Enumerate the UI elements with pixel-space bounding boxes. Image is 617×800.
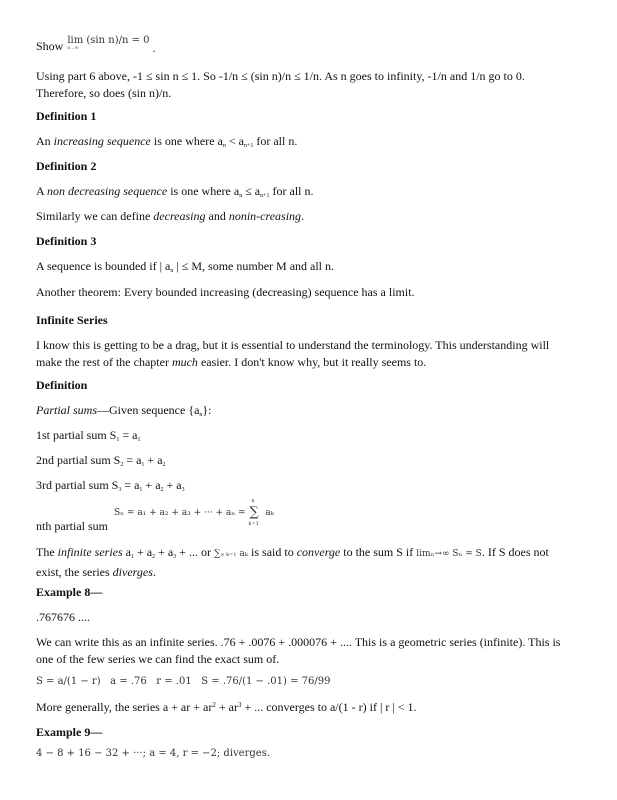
converge-sigma-limits: ∞ k=1: [220, 552, 237, 558]
show-statement: [36, 35, 567, 56]
p3-s: 3: [118, 487, 122, 493]
p2-pre: 2nd partial sum S: [36, 453, 121, 467]
example-8-line-2: one of the few series we can find the exact sum of.: [36, 652, 280, 666]
general-mid: + ar: [215, 700, 238, 714]
p2-plus: + a: [144, 453, 163, 467]
converge-line2-post: .: [152, 565, 156, 579]
partial-sum-3: [36, 477, 567, 497]
def2-post: for all n.: [269, 184, 314, 198]
def3-post: | ≤ M, some number M and all n.: [173, 259, 335, 273]
definition-2-heading: Definition 2: [36, 159, 97, 173]
def2-term: non decreasing sequence: [47, 184, 168, 198]
partial-sum-2: [36, 452, 567, 472]
similarly-term2: nonin-creasing: [228, 209, 302, 223]
converge-post: . If S does not: [481, 545, 549, 559]
p2-s: 2: [120, 462, 124, 468]
partial-sums-label: Partial sums: [36, 403, 98, 417]
p1-s: 1: [116, 437, 120, 443]
intro-line-2-post: easier. I don't know why, but it really seems to.: [197, 355, 427, 369]
p3-a1: 1: [139, 487, 143, 493]
converge-mid5: is said to: [248, 545, 297, 559]
converge-mid3: + a: [155, 545, 174, 559]
intro-line-2: [36, 354, 567, 371]
similarly-pre: Similarly we can define: [36, 209, 154, 223]
proof-line-1: Using part 6 above, -1 ≤ sin n ≤ 1. So -1/n ≤ (sin n)/n ≤ 1/n. As n goes to infinity, -1/n and 1/n go to 0.: [36, 69, 525, 83]
def2-sub2: n+1: [260, 193, 270, 199]
example-8-paragraph: [36, 634, 567, 668]
intro-line-2-em: much: [171, 355, 198, 369]
definition-1-text: [36, 133, 567, 153]
p1-pre: 1st partial sum S: [36, 428, 117, 442]
p3-pre: 3rd partial sum S: [36, 478, 119, 492]
similarly-term1: decreasing: [153, 209, 206, 223]
example-8-formula: S = a/(1 − r) a = .76 r = .01 S = .76/(1 − .01) = 76/99: [36, 676, 331, 687]
p3-a2: 2: [160, 487, 164, 493]
def1-sub2: n+1: [243, 143, 254, 149]
def2-sub1: n: [239, 193, 243, 199]
definition-3-heading: Definition 3: [36, 234, 97, 248]
converge-sigma-symbol: ∑: [213, 549, 221, 559]
theorem-text: Another theorem: Every bounded increasing (decreasing) sequence has a limit.: [36, 285, 415, 299]
sigma-bottom: k=1: [248, 521, 259, 527]
sigma-symbol: ∑: [249, 505, 259, 520]
convergence-definition: [36, 544, 567, 581]
converge-term: infinite series: [57, 545, 123, 559]
p3-a3: 3: [181, 487, 185, 493]
definition-1-heading: Definition 1: [36, 109, 97, 123]
definition-3-text: [36, 258, 567, 278]
def1-mid: is one where a: [150, 134, 223, 148]
infinite-series-paragraph: [36, 337, 567, 371]
show-period: .: [152, 41, 156, 55]
def1-rel: < a: [225, 134, 244, 148]
limit-bottom: n→∞: [67, 46, 79, 51]
partial-sum-1: [36, 427, 567, 447]
intro-line-2-pre: make the rest of the chapter: [36, 355, 172, 369]
converge-sigma: [214, 549, 248, 559]
p3-plus1: + a: [142, 478, 161, 492]
converge-pre: The: [36, 545, 58, 559]
converge-sigma-term: aₖ: [236, 549, 249, 559]
partial-sums-definition: [36, 402, 567, 422]
definition-heading: Definition: [36, 378, 88, 392]
converge-limit: limₙ→∞ Sₙ = S: [416, 549, 482, 559]
p2-a2: 2: [162, 462, 166, 468]
similarly-and: and: [205, 209, 229, 223]
converge-line2-term: diverges: [112, 565, 153, 579]
converge-line-1: [36, 544, 567, 564]
p2-eq: = a: [123, 453, 142, 467]
general-series-text: [36, 699, 567, 718]
def1-post: for all n.: [253, 134, 298, 148]
converge-mid4: + ... or: [176, 545, 214, 559]
def1-term: increasing sequence: [53, 134, 151, 148]
intro-line-1: I know this is getting to be a drag, but it is essential to understand the terminology. This understanding will: [36, 338, 550, 352]
def3-pre: A sequence is bounded if | a: [36, 259, 171, 273]
example-9-formula: 4 − 8 + 16 − 32 + ···; a = 4, r = −2; diverges.: [36, 748, 271, 759]
converge-line2-pre: exist, the series: [36, 565, 113, 579]
converge-mid1: a: [122, 545, 131, 559]
proof-paragraph: [36, 68, 567, 102]
converge-mid2: + a: [133, 545, 153, 559]
p3-plus2: + a: [163, 478, 182, 492]
p1-eq: = a: [119, 428, 138, 442]
sigma-top: n: [251, 498, 255, 504]
example-8-value: .767676 ....: [36, 610, 90, 624]
proof-line-2: Therefore, so does (sin n)/n.: [36, 86, 172, 100]
infinite-series-heading: Infinite Series: [36, 313, 108, 327]
partial-sums-post: —Given sequence {a: [97, 403, 200, 417]
converge-s2: 2: [152, 554, 156, 560]
converge-term2: converge: [296, 545, 341, 559]
p1-a: 1: [137, 437, 141, 443]
def1-sub1: n: [222, 143, 226, 149]
p2-a1: 1: [141, 462, 145, 468]
limit-top: lim (sin n)/n = 0: [67, 35, 150, 46]
nth-formula-lhs: Sₙ = a₁ + a₂ + a₃ + ··· + aₙ =: [114, 508, 246, 518]
general-exp1: 2: [212, 701, 216, 709]
general-exp2: 3: [237, 701, 242, 709]
nth-formula-term: aₖ: [265, 508, 274, 518]
definition-2-text: [36, 183, 567, 203]
def2-rel: ≤ a: [242, 184, 261, 198]
general-post: + ... converges to a/(1 - r) if | r | < 1.: [241, 700, 417, 714]
partial-sums-sub: n: [199, 412, 203, 418]
show-word: Show: [36, 39, 64, 53]
limit-expression: [67, 31, 149, 49]
converge-mid6: to the sum S if: [340, 545, 417, 559]
p3-eq: = a: [121, 478, 140, 492]
converge-line-2: [36, 564, 567, 581]
def2-pre: A: [36, 184, 48, 198]
def2-mid: is one where a: [167, 184, 240, 198]
similarly-text: [36, 208, 567, 225]
def1-pre: An: [36, 134, 54, 148]
example-8-line-1: We can write this as an infinite series. .76 + .0076 + .000076 + .... This is a geometric series (infinite). This is: [36, 635, 561, 649]
example-9-heading: Example 9—: [36, 725, 103, 739]
def3-sub: n: [170, 268, 174, 274]
general-pre: More generally, the series a + ar + ar: [36, 700, 213, 714]
partial-sums-end: }:: [202, 403, 212, 417]
similarly-post: .: [301, 209, 305, 223]
example-8-heading: Example 8—: [36, 585, 103, 599]
converge-s3: 3: [173, 554, 177, 560]
nth-partial-sum-label: nth partial sum: [36, 519, 108, 533]
converge-s1: 1: [130, 554, 134, 560]
